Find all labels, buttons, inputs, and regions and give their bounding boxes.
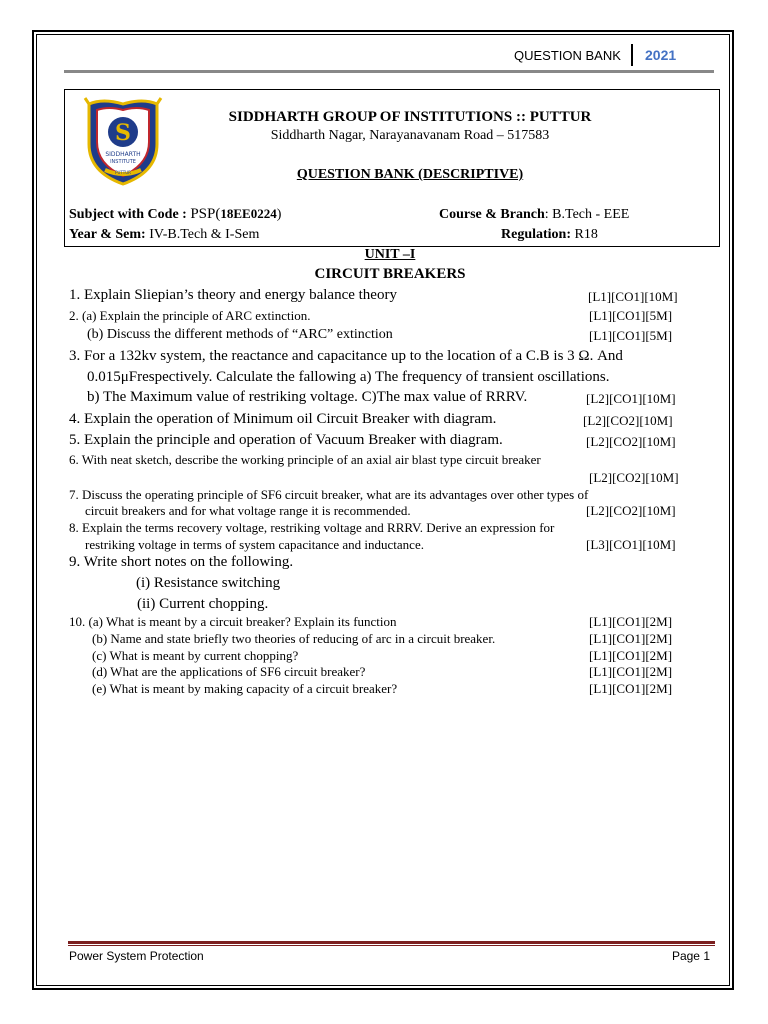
question-1-marks: [L1][CO1][10M] [588, 289, 678, 304]
question-3-line-1: 3. For a 132kv system, the reactance and capacitance up to the location of a C.B is 3 Ω. And [69, 348, 623, 364]
question-10a-marks: [L1][CO1][2M] [589, 614, 673, 629]
footer-rule [68, 941, 715, 944]
institution-logo [83, 96, 163, 186]
header-rule [64, 70, 714, 73]
course-line [439, 207, 629, 223]
subject-label: Subject with Code : [69, 207, 191, 222]
subject-code: 18EE0224 [220, 206, 277, 221]
regulation-label: Regulation: [501, 227, 575, 242]
footer-rule-thin [68, 945, 715, 946]
question-2a: 2. (a) Explain the principle of ARC extinction. [69, 308, 311, 323]
question-4: 4. Explain the operation of Minimum oil Circuit Breaker with diagram. [69, 411, 497, 427]
question-6-marks: [L2][CO2][10M] [589, 470, 679, 485]
unit-subtitle: CIRCUIT BREAKERS [314, 266, 466, 282]
question-5-marks: [L2][CO2][10M] [586, 434, 676, 449]
question-10e: (e) What is meant by making capacity of a circuit breaker? [92, 681, 398, 696]
institution-name: SIDDHARTH GROUP OF INSTITUTIONS :: PUTTUR [228, 109, 592, 125]
question-1: 1. Explain Sliepian’s theory and energy balance theory [69, 287, 397, 303]
year-value: IV-B.Tech & I-Sem [149, 227, 260, 242]
question-3-marks: [L2][CO1][10M] [586, 391, 676, 406]
logo-text-3: PUTTUR [115, 170, 131, 175]
question-8-line-1: 8. Explain the terms recovery voltage, restriking voltage and RRRV. Derive an expression for [69, 520, 555, 535]
question-7-line-1: 7. Discuss the operating principle of SF6 circuit breaker, what are its advantages over other types of [69, 487, 589, 502]
header-year: 2021 [645, 47, 677, 63]
question-10e-marks: [L1][CO1][2M] [589, 681, 673, 696]
subject-value: PSP( [190, 206, 221, 222]
footer-subject: Power System Protection [69, 949, 204, 963]
question-4-marks: [L2][CO2][10M] [583, 413, 673, 428]
question-10a: 10. (a) What is meant by a circuit breaker? Explain its function [69, 614, 397, 629]
header-separator [631, 44, 633, 66]
question-9-ii: (ii) Current chopping. [137, 596, 269, 612]
question-7-line-2: circuit breakers and for what voltage range it is recommended. [85, 503, 411, 518]
logo-text-2: INSTITUTE [110, 159, 136, 165]
logo-letter: S [115, 120, 131, 146]
question-9: 9. Write short notes on the following. [69, 554, 294, 570]
question-10d-marks: [L1][CO1][2M] [589, 664, 673, 679]
question-10b-marks: [L1][CO1][2M] [589, 631, 673, 646]
footer-page-number: Page 1 [671, 949, 710, 963]
question-2b: (b) Discuss the different methods of “ARC” extinction [87, 327, 393, 342]
document-title: QUESTION BANK (DESCRIPTIVE) [296, 167, 524, 182]
question-9-i: (i) Resistance switching [136, 575, 281, 591]
question-8-line-2: restriking voltage in terms of system capacitance and inductance. [85, 537, 424, 552]
question-5: 5. Explain the principle and operation of Vacuum Breaker with diagram. [69, 432, 503, 448]
subject-close: ) [276, 207, 282, 222]
unit-title: UNIT –I [364, 247, 416, 262]
subject-line [69, 206, 281, 223]
question-10b: (b) Name and state briefly two theories of reducing of arc in a circuit breaker. [92, 631, 496, 646]
question-10c: (c) What is meant by current chopping? [92, 648, 299, 663]
question-7-marks: [L2][CO2][10M] [586, 503, 676, 518]
regulation-value: R18 [574, 227, 598, 242]
question-10c-marks: [L1][CO1][2M] [589, 648, 673, 663]
header-title: QUESTION BANK [514, 48, 621, 63]
year-line [69, 227, 259, 243]
question-10d: (d) What are the applications of SF6 circuit breaker? [92, 664, 366, 679]
course-value: : B.Tech - EEE [544, 207, 630, 222]
regulation-line [501, 227, 598, 243]
question-3-line-3: b) The Maximum value of restriking voltage. C)The max value of RRRV. [87, 389, 528, 405]
question-8-marks: [L3][CO1][10M] [586, 537, 676, 552]
logo-text-1: SIDDHARTH [105, 151, 141, 158]
question-2a-marks: [L1][CO1][5M] [589, 308, 673, 323]
question-3-line-2: 0.015μFrespectively. Calculate the fallowing a) The frequency of transient oscillations. [87, 369, 610, 385]
question-2b-marks: [L1][CO1][5M] [589, 328, 673, 343]
institution-address: Siddharth Nagar, Narayanavanam Road – 517583 [270, 128, 550, 143]
year-label: Year & Sem: [69, 227, 150, 242]
question-6-line-1: 6. With neat sketch, describe the working principle of an axial air blast type circuit breaker [69, 452, 541, 467]
course-label: Course & Branch [439, 207, 545, 222]
